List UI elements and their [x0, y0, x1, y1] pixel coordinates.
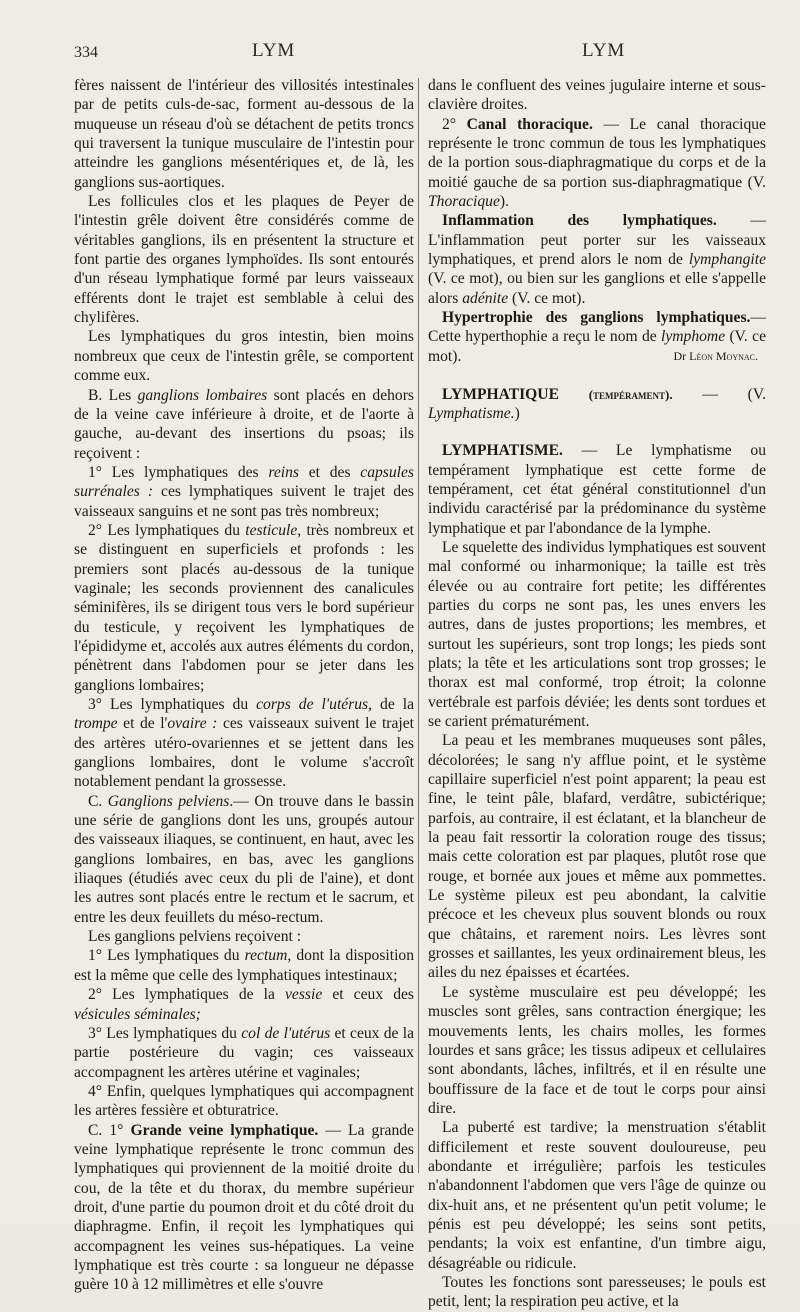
- italic-term: adénite: [462, 289, 509, 307]
- italic-term: Ganglions pelviens: [107, 792, 230, 810]
- italic-term: trompe: [74, 715, 118, 733]
- text: B. Les: [88, 386, 138, 404]
- italic-term: reins: [268, 463, 299, 481]
- paragraph: [74, 386, 414, 463]
- paragraph: [74, 1024, 414, 1082]
- text: ces lymphatiques suivent le trajet des vaisseaux sanguins et ne sont pas très nombreux;: [74, 483, 414, 520]
- entry-paragraph: [428, 441, 766, 538]
- paragraph: Les ganglions pelviens reçoivent :: [88, 928, 302, 946]
- italic-term: ganglions lombaires: [137, 386, 268, 404]
- text: (V. ce mot).: [508, 289, 586, 307]
- paragraph: Les follicules clos et les plaques de Peyer de l'intestin grêle doivent être considérés comme de véritables ganglions, ils en présentent la structure et font partie des organes lymphoïdes. Ils sont entourés d'un réseau lymphatique formé par leurs vaisseaux efférents dont le trajet est semblable à celui des chylifères.: [74, 193, 414, 327]
- text: ): [514, 404, 520, 422]
- bold-heading: Inflammation des lymphatiques.: [442, 212, 717, 230]
- text: — Cette hyperthophie a reçu le nom de: [428, 309, 766, 346]
- italic-term: testicule: [245, 521, 298, 539]
- italic-term: lymphome: [661, 328, 726, 346]
- text: .— On trouve dans le bassin une série de ganglions dont les uns, groupés autour des vaisseaux iliaques, se continuent, en haut, avec les ganglions lombaires, en bas, avec les ganglions iliaques (étudiés avec ceux du pli de l'aine), et dont les autres sont placés entre le rectum et le sacrum, et entre les deux feuillets du méso-rectum.: [74, 792, 415, 926]
- paragraph: [74, 985, 414, 1024]
- text: sont placés en dehors de la veine cave inférieure à droite, et de l'aorte à gauche, au-devant des insertions du psoas; ils reçoivent :: [74, 386, 414, 462]
- left-column: [74, 76, 414, 1295]
- text: 2° Les lymphatiques du: [88, 521, 246, 539]
- italic-term: ovaire :: [167, 715, 218, 733]
- bold-heading: Canal thoracique.: [466, 115, 593, 133]
- entry-headword: LYMPHATISME.: [442, 442, 563, 460]
- paragraph: Le squelette des individus lymphatiques est souvent mal conformé ou inharmonique; la taille est très élevée ou au contraire fort petite; les différentes parties du corps ne sont pas, les unes envers les autres, dans de justes proportions; les membres, et surtout les supérieurs, sont trop longs; les pieds sont plats; la tête et les articulations sont trop grosses; le thorax est mal conformé, trop étroit; la colonne vertébrale est parfois déviée; les dents sont tordues et se carient prématurément.: [428, 538, 766, 730]
- text: — L'inflammation peut porter sur les vaisseaux lymphatiques, et prend alors le nom de: [428, 212, 766, 269]
- text: et ceux des: [322, 986, 415, 1004]
- text: — (V.: [672, 385, 767, 403]
- left-running-head: LYM: [252, 40, 296, 61]
- text: et de l': [117, 715, 168, 733]
- right-column: [428, 76, 766, 1312]
- paragraph: dans le confluent des veines jugulaire interne et sous-clavière droites.: [428, 77, 766, 114]
- paragraph: Toutes les fonctions sont paresseuses; le pouls est petit, lent; la respiration peu active, et la: [428, 1273, 766, 1311]
- paragraph: fères naissent de l'intérieur des villosités intestinales par de petits culs-de-sac, forment au-dessous de la muqueuse un réseau d'où se détachent de petits troncs qui traversent la tunique musculaire de l'intestin pour atteindre les ganglions mésentériques et, de là, les ganglions sus-aortiques.: [74, 77, 414, 191]
- italic-term: capsules surrénales :: [74, 463, 414, 501]
- paragraph: Les lymphatiques du gros intestin, bien moins nombreux que ceux de l'intestin grêle, se comportent comme eux.: [74, 328, 414, 385]
- text: C.: [88, 792, 108, 810]
- text: 1° Les lymphatiques du: [88, 947, 245, 965]
- italic-term: rectum: [244, 947, 288, 965]
- paragraph: La puberté est tardive; la menstruation s'établit difficilement et reste souvent douloureuse, peu abondante et irrégulière; parfois les testicules n'abandonnent l'abdomen que vers l'âge de quinze ou dix-huit ans, et ne présentent qu'un petit volume; le pénis est peu développé; les seins sont petits, pendants; la voix est enfantine, d'un timbre aigu, désagréable ou ridicule.: [428, 1119, 766, 1272]
- text: , très nombreux et se distinguent en superficiels et profonds : les premiers sont placés au-dessous de la tunique vaginale; les seconds proviennent des canalicules séminifères, ils se dirigent tous vers le bord supérieur du testicule, y reçoivent les lymphatiques de l'épididyme et, accolés aux autres éléments du cordon, pénètrent dans l'abdomen pour se jeter dans les ganglions lombaires;: [74, 521, 415, 694]
- column-divider: [418, 78, 419, 1173]
- paragraph: [74, 792, 414, 927]
- text: — La grande veine lymphatique représente le tronc commun des lymphatiques qui proviennent de la moitié droite du cou, de la tête et du thorax, du membre supérieur droit, d'une partie du poumon droit et du côté droit du diaphragme. Enfin, il reçoit les lymphatiques qui accompagnent les veines sus-hépatiques. La veine lymphatique est très courte : sa longueur ne dépasse guère 10 à 12 millimètres et elle s'ouvre: [74, 1121, 414, 1294]
- entry-qualifier: (tempérament).: [588, 386, 673, 402]
- text: 3° Les lymphatiques du: [88, 1024, 242, 1042]
- italic-term: Lymphatisme.: [428, 404, 515, 422]
- author-signature: [428, 347, 766, 366]
- italic-term: col de l'utérus: [241, 1024, 331, 1042]
- text: (V. ce mot).: [428, 328, 766, 365]
- italic-term: lymphangite: [688, 251, 766, 269]
- text: ces vaisseaux suivent le trajet des artères utéro-ovariennes et se jettent dans les ganglions lombaires, dont le volume s'accroît notablement pendant la grossesse.: [74, 715, 415, 791]
- text: , dont la disposition est la même que celle des lymphatiques intestinaux;: [74, 947, 414, 984]
- text: (V. ce mot), ou bien sur les ganglions et elle s'appelle alors: [428, 270, 766, 307]
- italic-term: corps de l'utérus: [256, 696, 369, 713]
- text: 3° Les lymphatiques du: [88, 696, 257, 713]
- signature-name: Léon Moynac.: [689, 349, 758, 364]
- text: et ceux de la partie postérieure du vagin; ces vaisseaux accompagnent les artères utérine et vaginales;: [74, 1024, 414, 1081]
- paragraph: Le système musculaire est peu développé; les muscles sont grêles, sans contraction énergique; les mouvements lents, les chairs molles, les formes lourdes et sans grâce; les tissus adipeux et cellulaires sont abondants, lâches, infiltrés, et il en résulte une bouffissure de la face et de tout le corps pour ainsi dire.: [428, 983, 766, 1117]
- text: ).: [499, 193, 509, 211]
- paragraph: [74, 521, 414, 695]
- text: — Le lymphatisme ou tempérament lymphatique est cette forme de tempérament, cet état général constitutionnel d'un individu caractérisé par la prédominance du système lymphatique et par l'abondance de la lymphe.: [428, 442, 766, 537]
- paragraph: [74, 695, 414, 792]
- text: — Le canal thoracique représente le tronc commun de tous les lymphatiques de la portion sous-diaphragmatique du corps et de la moitié gauche de sa portion sus-diaphragmatique (V.: [428, 115, 766, 191]
- text: et des: [298, 463, 361, 481]
- paragraph: [428, 115, 766, 212]
- page-header: [74, 40, 774, 68]
- italic-term: vésicules séminales;: [74, 1005, 201, 1023]
- paragraph: La peau et les membranes muqueuses sont pâles, décolorées; le sang n'y afflue point, et le système capillaire superficiel n'est point apparent; la peau est fine, le teint pâle, blafard, verdâtre, subictérique; parfois, au contraire, il est éclatant, et la blancheur de la peau fait ressortir la coloration rouge des tissus; mais cette coloration est par plaques, plutôt rose que rouge, et bornée aux joues et même aux pommettes. Le système pileux est peu abondant, la calvitie précoce et les cheveux plus souvent blonds ou roux que châtains, et rarement noirs. Les lèvres sont grosses et saillantes, les yeux ordinairement bleus, les ailes du nez épaisses et écartées.: [428, 732, 766, 982]
- bold-heading: Hypertrophie des ganglions lymphatiques.: [442, 309, 751, 327]
- italic-term: vessie: [285, 986, 323, 1004]
- paragraph: [74, 1121, 414, 1295]
- text: C. 1°: [88, 1121, 131, 1139]
- entry-headword: LYMPHATIQUE: [442, 385, 559, 403]
- paragraph: [74, 463, 414, 521]
- right-running-head: LYM: [582, 40, 626, 61]
- text: 2°: [442, 115, 467, 133]
- text: 2° Les lymphatiques de la: [88, 986, 286, 1004]
- text: , de la: [368, 696, 414, 713]
- paragraph: [428, 211, 766, 308]
- page-number: 334: [74, 44, 98, 61]
- bold-heading: Grande veine lymphatique.: [130, 1121, 319, 1139]
- italic-term: Thoracique: [428, 193, 500, 211]
- paragraph: 4° Enfin, quelques lymphatiques qui accompagnent les artères fessière et obturatrice.: [74, 1082, 414, 1120]
- text: 1° Les lymphatiques des: [88, 463, 269, 481]
- entry-paragraph: [428, 385, 766, 424]
- paragraph: [74, 946, 414, 985]
- signature-title: Dr: [673, 349, 687, 364]
